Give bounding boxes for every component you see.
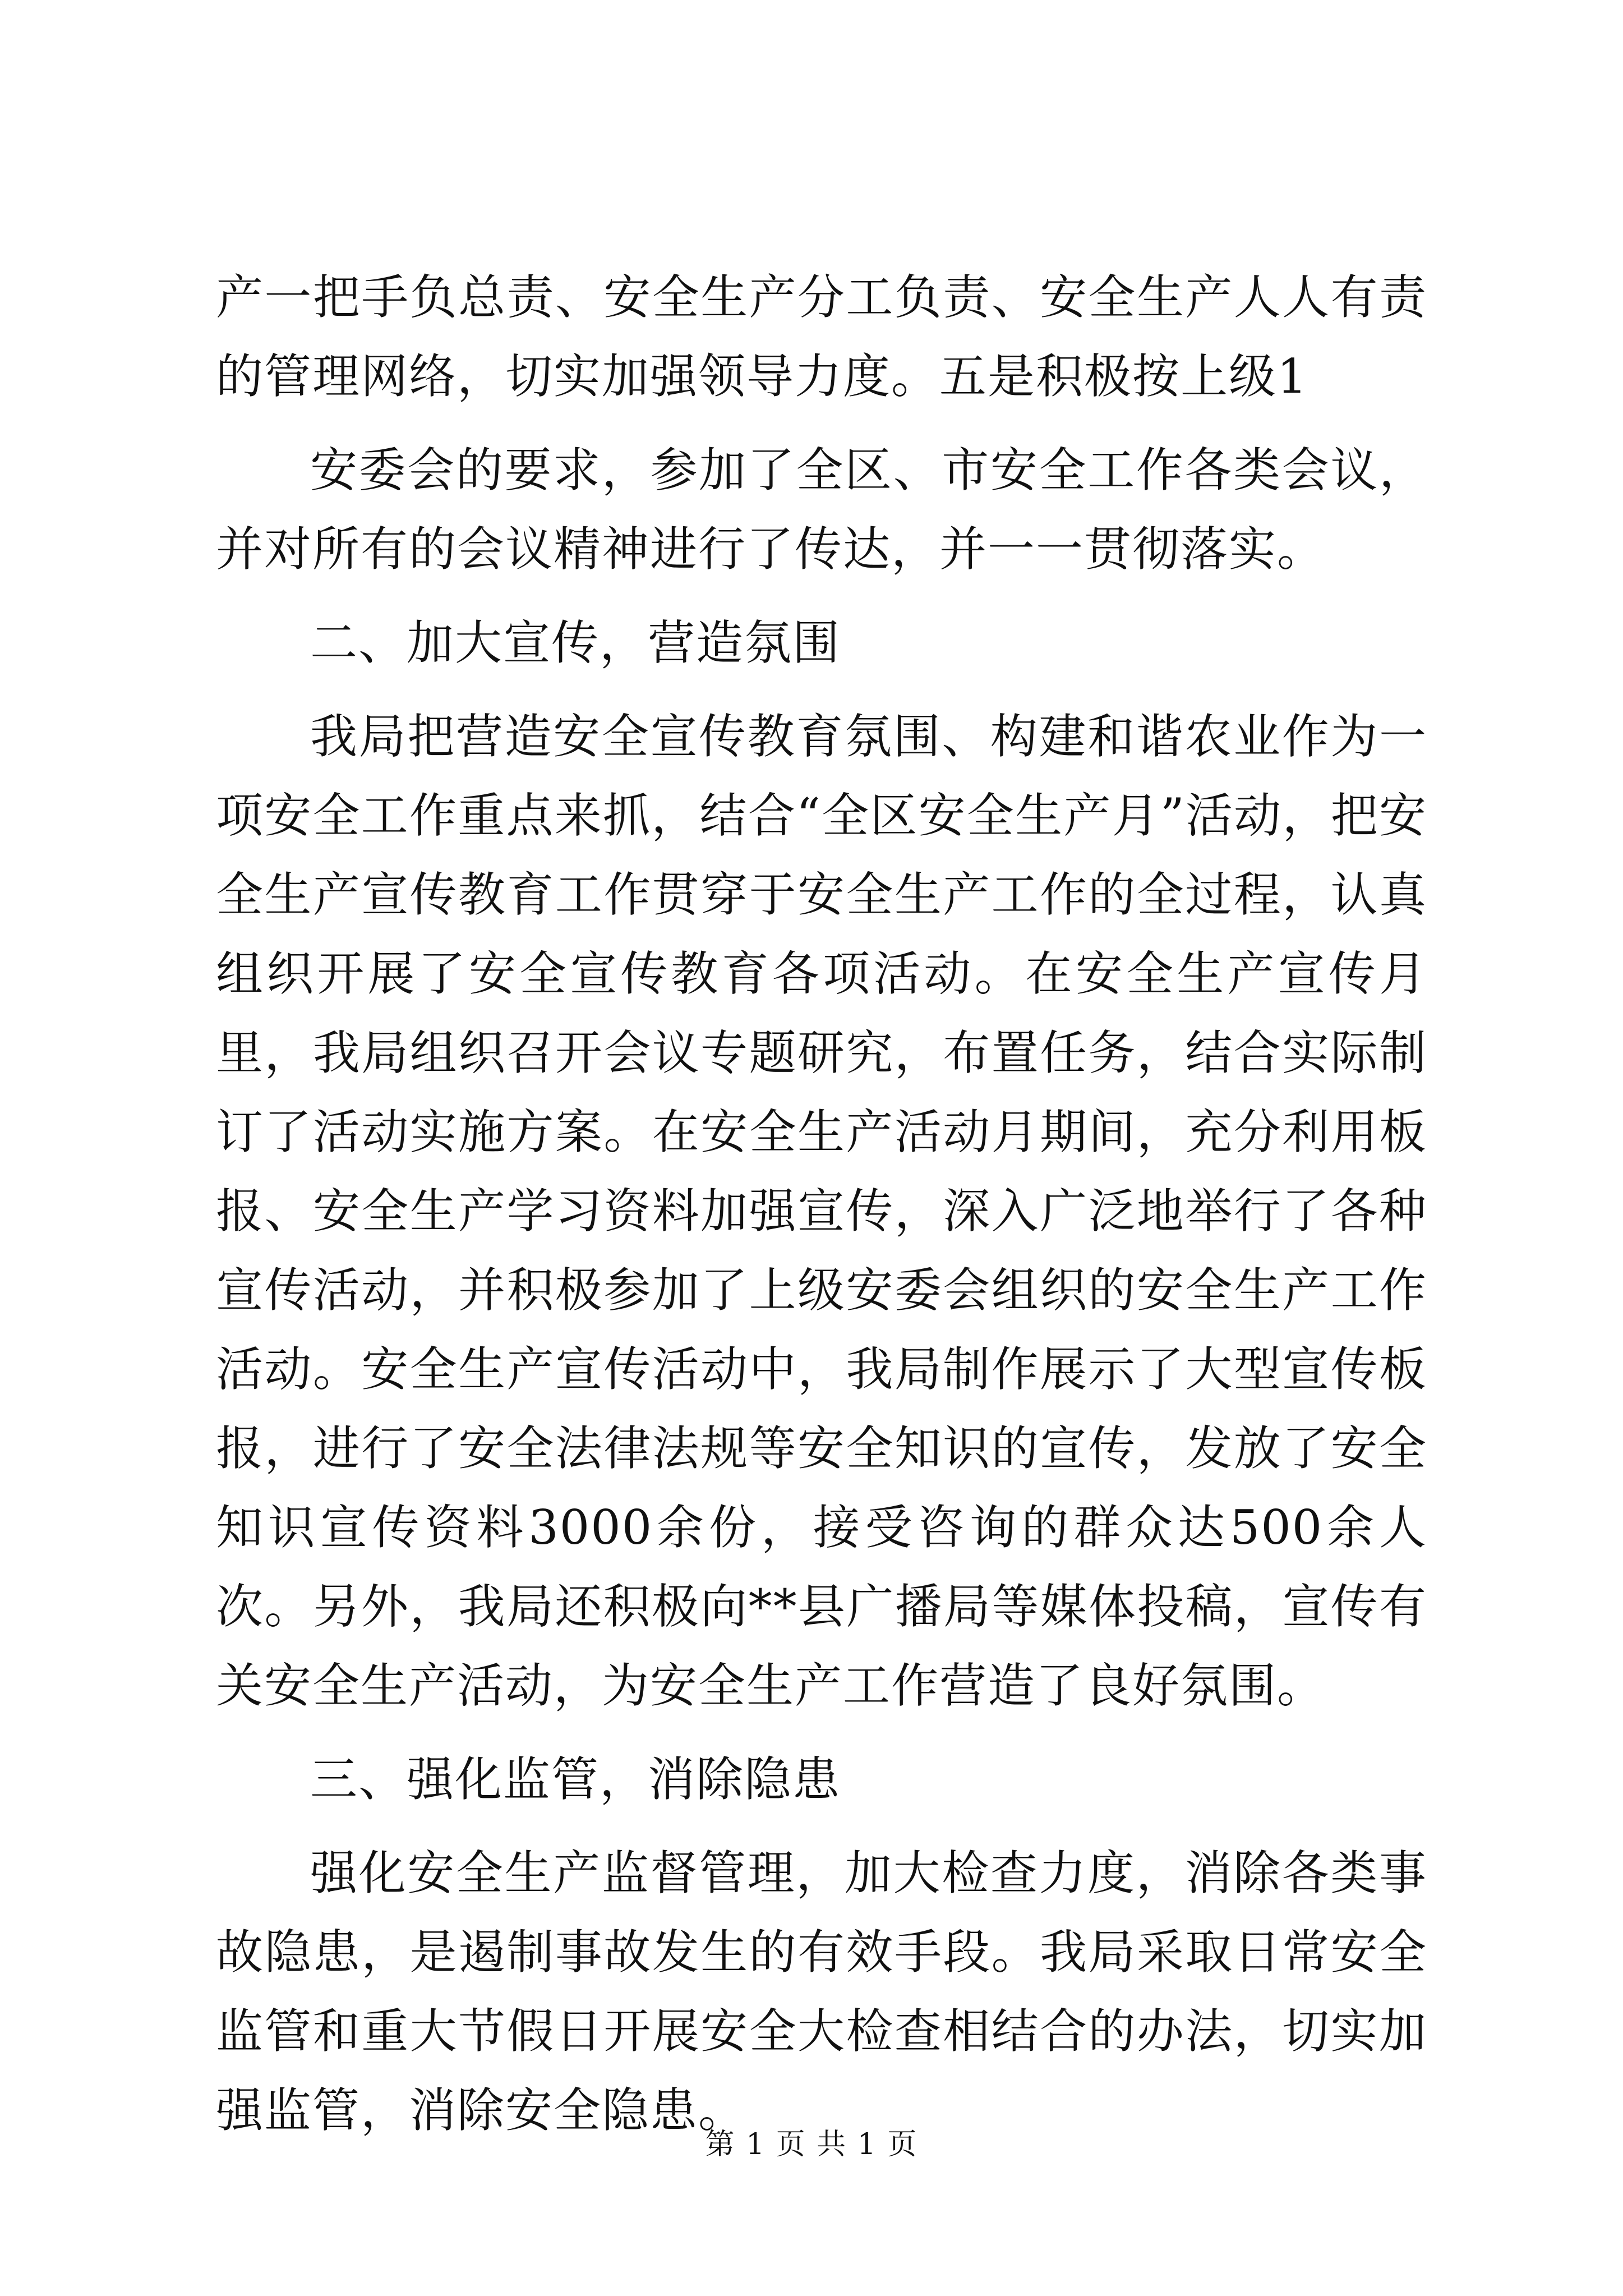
paragraph-meetings: 安委会的要求，参加了全区、市安全工作各类会议，并对所有的会议精神进行了传达，并一一贯彻落实。: [216, 443, 1427, 577]
page-number-label: 第 1 页 共 1 页: [705, 2128, 918, 2161]
document-body: [216, 258, 1427, 2165]
paragraph-publicity: 我局把营造安全宣传教育氛围、构建和谐农业作为一项安全工作重点来抓，结合“全区安全生产月”活动，把安全生产宣传教育工作贯穿于安全生产工作的全过程，认真组织开展了安全宣传教育各项活动。在安全生产宣传月里，我局组织召开会议专题研究，布置任务，结合实际制订了活动实施方案。在安全生产活动月期间，充分利用板报、安全生产学习资料加强宣传，深入广泛地举行了各种宣传活动，并积极参加了上级安委会组织的安全生产工作活动。安全生产宣传活动中，我局制作展示了大型宣传板报，进行了安全法律法规等安全知识的宣传，发放了安全知识宣传资料3000余份，接受咨询的群众达500余人次。另外，我局还积极向**县广播局等媒体投稿，宣传有关安全生产活动，为安全生产工作营造了良好氛围。: [216, 709, 1427, 1713]
section-heading-publicity: 二、加大宣传，营造氛围: [310, 615, 841, 670]
section-heading-supervision: 三、强化监管，消除隐患: [310, 1752, 841, 1807]
paragraph-supervision: 强化安全生产监督管理，加大检查力度，消除各类事故隐患，是遏制事故发生的有效手段。我局采取日常安全监管和重大节假日开展安全大检查相结合的办法，切实加强监管，消除安全隐患。: [216, 1846, 1427, 2138]
paragraph-continuation: 产一把手负总责、安全生产分工负责、安全生产人人有责的管理网络，切实加强领导力度。五是积极按上级1: [216, 270, 1427, 404]
page-footer: [0, 2125, 1623, 2164]
